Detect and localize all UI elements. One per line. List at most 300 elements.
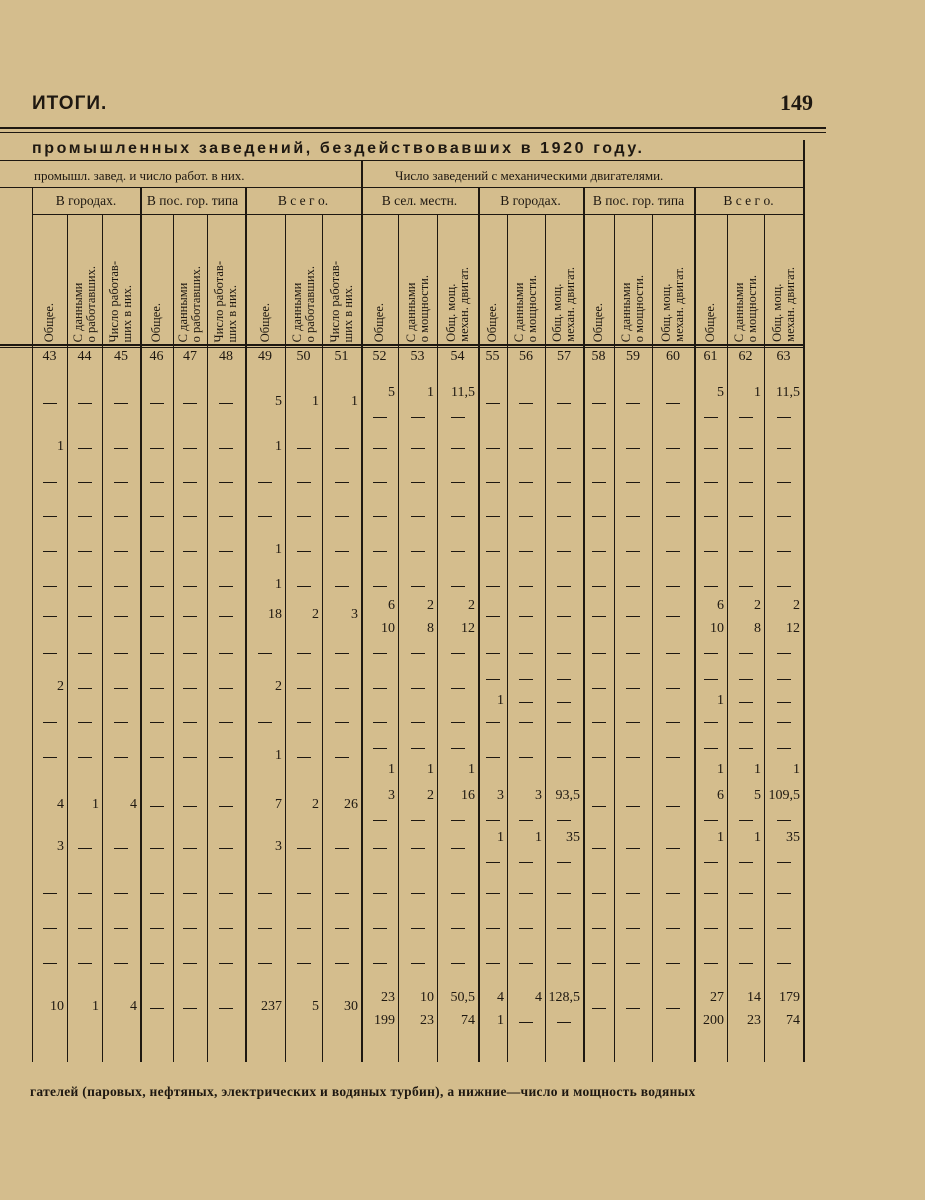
dash-mark xyxy=(150,928,164,929)
dash-mark xyxy=(78,893,92,894)
dash-mark xyxy=(150,722,164,723)
cell-value: 109,5 xyxy=(768,788,800,803)
dash-mark xyxy=(183,403,197,404)
cell-value: 1 xyxy=(57,439,64,454)
dash-mark xyxy=(219,448,233,449)
column-header-text: Общее. xyxy=(703,302,717,342)
dash-mark xyxy=(592,616,606,617)
column-header xyxy=(67,230,102,342)
column-header xyxy=(545,230,583,342)
head-bottom-rule-2 xyxy=(0,347,803,348)
cell-value: 8 xyxy=(754,621,761,636)
header-rule xyxy=(0,127,826,129)
cell-value: 11,5 xyxy=(451,385,475,400)
dash-mark xyxy=(183,551,197,552)
column-header xyxy=(140,230,173,342)
dash-mark xyxy=(373,688,387,689)
column-number: 57 xyxy=(557,349,571,364)
column-header xyxy=(507,230,545,342)
cell-value: 14 xyxy=(747,990,761,1005)
dash-mark xyxy=(592,403,606,404)
dash-mark xyxy=(297,653,311,654)
dash-mark xyxy=(335,963,349,964)
cell-value: 6 xyxy=(717,788,724,803)
dash-mark xyxy=(666,551,680,552)
dash-mark xyxy=(451,820,465,821)
cell-value: 1 xyxy=(497,830,504,845)
dash-mark xyxy=(219,848,233,849)
dash-mark xyxy=(592,722,606,723)
dash-mark xyxy=(335,516,349,517)
dash-mark xyxy=(739,722,753,723)
dash-mark xyxy=(519,403,533,404)
dash-mark xyxy=(666,893,680,894)
dash-mark xyxy=(219,653,233,654)
cell-value: 18 xyxy=(268,607,282,622)
column-header-text: С данными о работавших. xyxy=(289,265,317,342)
cell-value: 1 xyxy=(793,762,800,777)
dash-mark xyxy=(451,688,465,689)
cell-value: 1 xyxy=(388,762,395,777)
dash-mark xyxy=(739,702,753,703)
dash-mark xyxy=(739,748,753,749)
cell-value: 23 xyxy=(747,1013,761,1028)
dash-mark xyxy=(519,586,533,587)
dash-mark xyxy=(373,551,387,552)
dash-mark xyxy=(78,448,92,449)
dash-mark xyxy=(411,928,425,929)
dash-mark xyxy=(150,1008,164,1009)
dash-mark xyxy=(411,551,425,552)
dash-mark xyxy=(739,963,753,964)
dash-mark xyxy=(739,679,753,680)
column-number: 58 xyxy=(591,349,606,364)
cell-value: 2 xyxy=(427,788,434,803)
dash-mark xyxy=(411,963,425,964)
dash-mark xyxy=(183,928,197,929)
cell-value: 2 xyxy=(275,679,282,694)
cell-value: 50,5 xyxy=(450,990,475,1005)
dash-mark xyxy=(777,748,791,749)
column-number: 49 xyxy=(258,349,272,364)
dash-mark xyxy=(335,757,349,758)
dash-mark xyxy=(335,848,349,849)
dash-mark xyxy=(150,616,164,617)
dash-mark xyxy=(739,928,753,929)
dash-mark xyxy=(704,722,718,723)
column-number: 55 xyxy=(485,349,500,364)
dash-mark xyxy=(219,516,233,517)
dash-mark xyxy=(411,516,425,517)
dash-mark xyxy=(297,757,311,758)
cell-value: 1 xyxy=(427,385,434,400)
cell-value: 10 xyxy=(710,621,724,636)
running-head: ИТОГИ. xyxy=(32,93,108,114)
dash-mark xyxy=(592,516,606,517)
cell-value: 1 xyxy=(754,385,761,400)
group-rule xyxy=(0,187,803,188)
dash-mark xyxy=(519,722,533,723)
dash-mark xyxy=(739,417,753,418)
dash-mark xyxy=(557,616,571,617)
cell-value: 27 xyxy=(710,990,724,1005)
group-right-heading: Число заведений с механическими двигателями. xyxy=(395,168,664,183)
dash-mark xyxy=(592,806,606,807)
dash-mark xyxy=(739,516,753,517)
dash-mark xyxy=(219,482,233,483)
dash-mark xyxy=(297,482,311,483)
dash-mark xyxy=(258,893,272,894)
column-header xyxy=(478,230,507,342)
dash-mark xyxy=(486,820,500,821)
dash-mark xyxy=(451,722,465,723)
dash-mark xyxy=(150,963,164,964)
dash-mark xyxy=(666,403,680,404)
dash-mark xyxy=(219,688,233,689)
dash-mark xyxy=(114,586,128,587)
dash-mark xyxy=(486,586,500,587)
dash-mark xyxy=(519,820,533,821)
dash-mark xyxy=(373,848,387,849)
cell-value: 4 xyxy=(497,990,504,1005)
column-header-text: Общее. xyxy=(372,302,386,342)
dash-mark xyxy=(451,482,465,483)
cell-value: 1 xyxy=(427,762,434,777)
dash-mark xyxy=(777,928,791,929)
cell-value: 93,5 xyxy=(555,788,580,803)
dash-mark xyxy=(373,820,387,821)
dash-mark xyxy=(592,551,606,552)
column-header xyxy=(764,230,803,342)
dash-mark xyxy=(78,848,92,849)
cell-value: 5 xyxy=(388,385,395,400)
dash-mark xyxy=(557,893,571,894)
cell-value: 23 xyxy=(420,1013,434,1028)
dash-mark xyxy=(43,482,57,483)
column-number: 45 xyxy=(114,349,128,364)
dash-mark xyxy=(114,551,128,552)
dash-mark xyxy=(150,586,164,587)
dash-mark xyxy=(43,551,57,552)
dash-mark xyxy=(557,516,571,517)
dash-mark xyxy=(626,516,640,517)
dash-mark xyxy=(114,688,128,689)
dash-mark xyxy=(557,1022,571,1023)
dash-mark xyxy=(739,448,753,449)
cell-value: 4 xyxy=(130,797,137,812)
cell-value: 3 xyxy=(275,839,282,854)
dash-mark xyxy=(258,653,272,654)
dash-mark xyxy=(626,722,640,723)
dash-mark xyxy=(43,403,57,404)
dash-mark xyxy=(486,757,500,758)
dash-mark xyxy=(373,653,387,654)
dash-mark xyxy=(592,963,606,964)
subgroup-heading: В сел. местн. xyxy=(381,193,458,208)
dash-mark xyxy=(519,482,533,483)
cell-value: 128,5 xyxy=(548,990,580,1005)
dash-mark xyxy=(777,482,791,483)
dash-mark xyxy=(626,806,640,807)
dash-mark xyxy=(486,551,500,552)
dash-mark xyxy=(78,653,92,654)
dash-mark xyxy=(626,963,640,964)
dash-mark xyxy=(78,586,92,587)
dash-mark xyxy=(626,482,640,483)
dash-mark xyxy=(592,757,606,758)
dash-mark xyxy=(704,482,718,483)
column-number: 54 xyxy=(450,349,465,364)
dash-mark xyxy=(219,586,233,587)
dash-mark xyxy=(739,586,753,587)
subgroup-heading: В с е г о. xyxy=(723,193,774,208)
cell-value: 35 xyxy=(786,830,800,845)
cell-value: 5 xyxy=(312,999,319,1014)
dash-mark xyxy=(519,963,533,964)
dash-mark xyxy=(150,551,164,552)
footer-note: гателей (паровых, нефтяных, электрических и водяных турбин), а нижние—число и мощность водяных xyxy=(30,1084,696,1099)
dash-mark xyxy=(704,748,718,749)
dash-mark xyxy=(666,448,680,449)
cell-value: 1 xyxy=(717,693,724,708)
head-bottom-rule xyxy=(0,344,803,346)
dash-mark xyxy=(557,551,571,552)
cell-value: 1 xyxy=(754,762,761,777)
dash-mark xyxy=(43,653,57,654)
dash-mark xyxy=(486,893,500,894)
column-header-text: Общ. мощ. механ. двигат. xyxy=(550,267,577,342)
dash-mark xyxy=(114,963,128,964)
dash-mark xyxy=(411,820,425,821)
column-header xyxy=(102,230,140,342)
dash-mark xyxy=(777,417,791,418)
column-header xyxy=(614,230,652,342)
dash-mark xyxy=(777,653,791,654)
column-header xyxy=(245,230,285,342)
dash-mark xyxy=(411,586,425,587)
dash-mark xyxy=(451,893,465,894)
subgroup-heading: В городах. xyxy=(55,193,117,208)
dash-mark xyxy=(626,928,640,929)
dash-mark xyxy=(150,806,164,807)
dash-mark xyxy=(666,616,680,617)
dash-mark xyxy=(297,928,311,929)
dash-mark xyxy=(219,806,233,807)
cell-value: 11,5 xyxy=(776,385,800,400)
dash-mark xyxy=(557,928,571,929)
dash-mark xyxy=(592,848,606,849)
dash-mark xyxy=(704,679,718,680)
dash-mark xyxy=(486,448,500,449)
cell-value: 4 xyxy=(57,797,64,812)
dash-mark xyxy=(43,963,57,964)
dash-mark xyxy=(486,403,500,404)
dash-mark xyxy=(666,653,680,654)
dash-mark xyxy=(114,403,128,404)
dash-mark xyxy=(557,722,571,723)
dash-mark xyxy=(297,551,311,552)
dash-mark xyxy=(335,586,349,587)
dash-mark xyxy=(373,586,387,587)
dash-mark xyxy=(626,616,640,617)
dash-mark xyxy=(411,848,425,849)
column-header-text: Общее. xyxy=(149,302,163,342)
dash-mark xyxy=(373,482,387,483)
dash-mark xyxy=(486,928,500,929)
cell-value: 74 xyxy=(786,1013,800,1028)
dash-mark xyxy=(777,862,791,863)
dash-mark xyxy=(626,551,640,552)
dash-mark xyxy=(219,403,233,404)
dash-mark xyxy=(219,893,233,894)
dash-mark xyxy=(150,516,164,517)
cell-value: 200 xyxy=(703,1013,724,1028)
dash-mark xyxy=(297,586,311,587)
dash-mark xyxy=(592,448,606,449)
dash-mark xyxy=(626,688,640,689)
dash-mark xyxy=(777,702,791,703)
column-header-text: С данными о работавших. xyxy=(176,265,203,342)
dash-mark xyxy=(486,722,500,723)
cell-value: 1 xyxy=(754,830,761,845)
dash-mark xyxy=(777,722,791,723)
cell-value: 3 xyxy=(497,788,504,803)
cell-value: 3 xyxy=(351,607,358,622)
cell-value: 1 xyxy=(497,1013,504,1028)
dash-mark xyxy=(592,688,606,689)
dash-mark xyxy=(78,616,92,617)
dash-mark xyxy=(183,722,197,723)
dash-mark xyxy=(557,586,571,587)
cell-value: 1 xyxy=(312,394,319,409)
dash-mark xyxy=(666,963,680,964)
cell-value: 5 xyxy=(275,394,282,409)
dash-mark xyxy=(183,653,197,654)
cell-value: 2 xyxy=(57,679,64,694)
dash-mark xyxy=(258,963,272,964)
dash-mark xyxy=(183,806,197,807)
dash-mark xyxy=(557,963,571,964)
dash-mark xyxy=(411,688,425,689)
dash-mark xyxy=(183,893,197,894)
cell-value: 2 xyxy=(468,598,475,613)
cell-value: 1 xyxy=(275,577,282,592)
subgroup-heading: В пос. гор. типа xyxy=(146,193,239,208)
dash-mark xyxy=(78,928,92,929)
dash-mark xyxy=(704,653,718,654)
column-number: 63 xyxy=(776,349,791,364)
dash-mark xyxy=(666,806,680,807)
dash-mark xyxy=(519,928,533,929)
dash-mark xyxy=(78,482,92,483)
dash-mark xyxy=(411,448,425,449)
dash-mark xyxy=(219,1008,233,1009)
header-rule-2 xyxy=(0,132,826,133)
cell-value: 1 xyxy=(717,762,724,777)
column-header xyxy=(727,230,764,342)
cell-value: 5 xyxy=(717,385,724,400)
dash-mark xyxy=(592,928,606,929)
dash-mark xyxy=(777,820,791,821)
cell-value: 2 xyxy=(427,598,434,613)
cell-value: 1 xyxy=(275,542,282,557)
dash-mark xyxy=(297,448,311,449)
dash-mark xyxy=(43,757,57,758)
column-number: 46 xyxy=(149,349,164,364)
column-header xyxy=(437,230,478,342)
dash-mark xyxy=(519,679,533,680)
dash-mark xyxy=(411,893,425,894)
dash-mark xyxy=(626,586,640,587)
dash-mark xyxy=(486,516,500,517)
dash-mark xyxy=(557,679,571,680)
cell-value: 26 xyxy=(344,797,358,812)
dash-mark xyxy=(183,1008,197,1009)
dash-mark xyxy=(557,653,571,654)
column-header xyxy=(361,230,398,342)
dash-mark xyxy=(411,722,425,723)
dash-mark xyxy=(777,551,791,552)
cell-value: 1 xyxy=(275,439,282,454)
dash-mark xyxy=(335,893,349,894)
table-title: промышленных заведений, бездействовавших в 1920 году. xyxy=(32,140,645,157)
dash-mark xyxy=(114,893,128,894)
dash-mark xyxy=(704,893,718,894)
dash-mark xyxy=(373,448,387,449)
cell-value: 179 xyxy=(779,990,800,1005)
dash-mark xyxy=(150,757,164,758)
dash-mark xyxy=(519,516,533,517)
dash-mark xyxy=(704,516,718,517)
cell-value: 12 xyxy=(786,621,800,636)
dash-mark xyxy=(739,862,753,863)
dash-mark xyxy=(183,848,197,849)
column-header-text: С данными о мощности. xyxy=(619,274,646,342)
dash-mark xyxy=(183,586,197,587)
dash-mark xyxy=(335,928,349,929)
dash-mark xyxy=(704,586,718,587)
dash-mark xyxy=(373,516,387,517)
dash-mark xyxy=(114,928,128,929)
dash-mark xyxy=(557,448,571,449)
cell-value: 1 xyxy=(468,762,475,777)
dash-mark xyxy=(335,551,349,552)
dash-mark xyxy=(626,893,640,894)
dash-mark xyxy=(183,448,197,449)
dash-mark xyxy=(626,757,640,758)
cell-value: 1 xyxy=(275,748,282,763)
dash-mark xyxy=(704,417,718,418)
dash-mark xyxy=(297,848,311,849)
dash-mark xyxy=(451,586,465,587)
dash-mark xyxy=(519,653,533,654)
cell-value: 30 xyxy=(344,999,358,1014)
dash-mark xyxy=(739,893,753,894)
dash-mark xyxy=(150,893,164,894)
column-header xyxy=(583,230,614,342)
dash-mark xyxy=(739,653,753,654)
dash-mark xyxy=(592,482,606,483)
dash-mark xyxy=(43,616,57,617)
column-number: 62 xyxy=(738,349,753,364)
column-header-text: Число работав- ших в них. xyxy=(212,260,239,342)
dash-mark xyxy=(626,653,640,654)
dash-mark xyxy=(557,482,571,483)
dash-mark xyxy=(258,928,272,929)
dash-mark xyxy=(43,586,57,587)
dash-mark xyxy=(739,482,753,483)
dash-mark xyxy=(704,448,718,449)
